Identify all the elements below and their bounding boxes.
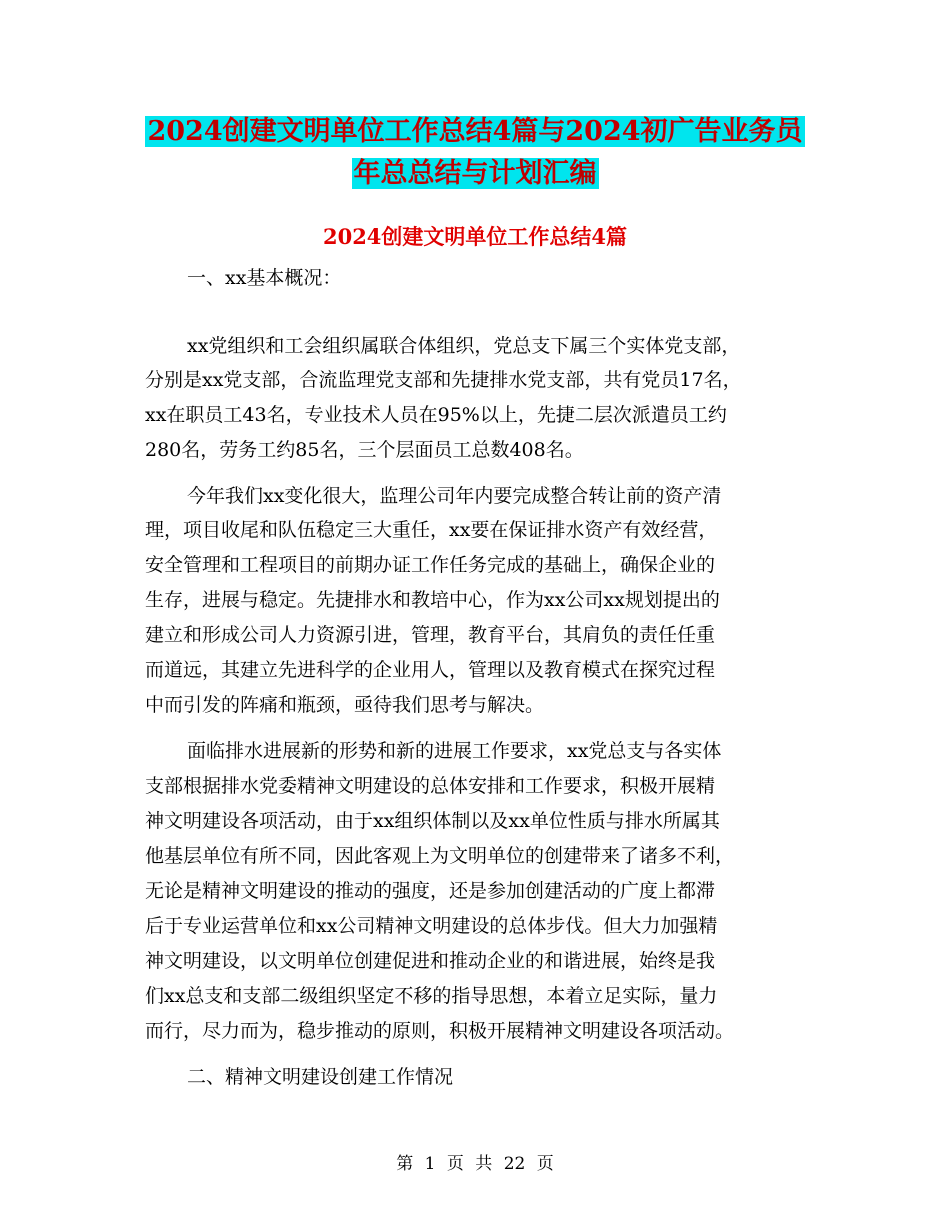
paragraph-line: xx在职员工43名，专业技术人员在95%以上，先捷二层次派遣员工约 (145, 404, 727, 426)
paragraph-line: 分别是xx党支部，合流监理党支部和先捷排水党支部，共有党员17名， (145, 369, 742, 391)
paragraph-line: 面临排水进展新的形势和新的进展工作要求，xx党总支与各实体 (187, 740, 722, 762)
paragraph-line: 理，项目收尾和队伍稳定三大重任，xx要在保证排水资产有效经营， (145, 519, 718, 541)
paragraph-line: 280名，劳务工约85名，三个层面员工总数408名。 (145, 439, 584, 461)
paragraph-line: 生存，进展与稳定。先捷排水和教培中心，作为xx公司xx规划提出的 (145, 589, 720, 611)
paragraph-line: 他基层单位有所不同，因此客观上为文明单位的创建带来了诸多不利， (145, 845, 735, 867)
paragraph-line: 们xx总支和支部二级组织坚定不移的指导思想，本着立足实际，量力 (145, 985, 718, 1007)
paragraph-line: 而行，尽力而为，稳步推动的原则，积极开展精神文明建设各项活动。 (145, 1020, 735, 1042)
paragraph-line: 支部根据排水党委精神文明建设的总体安排和工作要求，积极开展精 (145, 775, 716, 797)
paragraph-line: 而道远，其建立先进科学的企业用人，管理以及教育模式在探究过程 (145, 659, 716, 681)
paragraph-line: xx党组织和工会组织属联合体组织，党总支下属三个实体党支部， (187, 335, 741, 357)
paragraph-line: 中而引发的阵痛和瓶颈，亟待我们思考与解决。 (145, 694, 545, 716)
title-highlight-1: 2024创建文明单位工作总结4篇与2024初广告业务员 (147, 116, 803, 147)
paragraph-line: 后于专业运营单位和xx公司精神文明建设的总体步伐。但大力加强精 (145, 915, 718, 937)
title-highlight-2: 年总总结与计划汇编 (353, 158, 597, 189)
paragraph-line: 建立和形成公司人力资源引进，管理，教育平台，其肩负的责任任重 (145, 624, 716, 646)
paragraph-line: 无论是精神文明建设的推动的强度，还是参加创建活动的广度上都滞 (145, 880, 716, 902)
section-subtitle: 2024创建文明单位工作总结4篇 (322, 224, 628, 249)
paragraph-line: 神文明建设各项活动，由于xx组织体制以及xx单位性质与排水所属其 (145, 810, 720, 832)
document-title-line-1 (0, 110, 950, 154)
document-title-line-2 (0, 152, 950, 196)
section-heading-1: 一、xx基本概况： (187, 267, 342, 289)
paragraph-line: 安全管理和工程项目的前期办证工作任务完成的基础上，确保企业的 (145, 554, 716, 576)
paragraph-line: 神文明建设，以文明单位创建促进和推动企业的和谐进展，始终是我 (145, 950, 716, 972)
paragraph-line: 今年我们xx变化很大，监理公司年内要完成整合转让前的资产清 (187, 485, 722, 507)
section-heading-2: 二、精神文明建设创建工作情况 (187, 1066, 454, 1088)
page-footer: 第 1 页 共 22 页 (396, 1154, 554, 1174)
